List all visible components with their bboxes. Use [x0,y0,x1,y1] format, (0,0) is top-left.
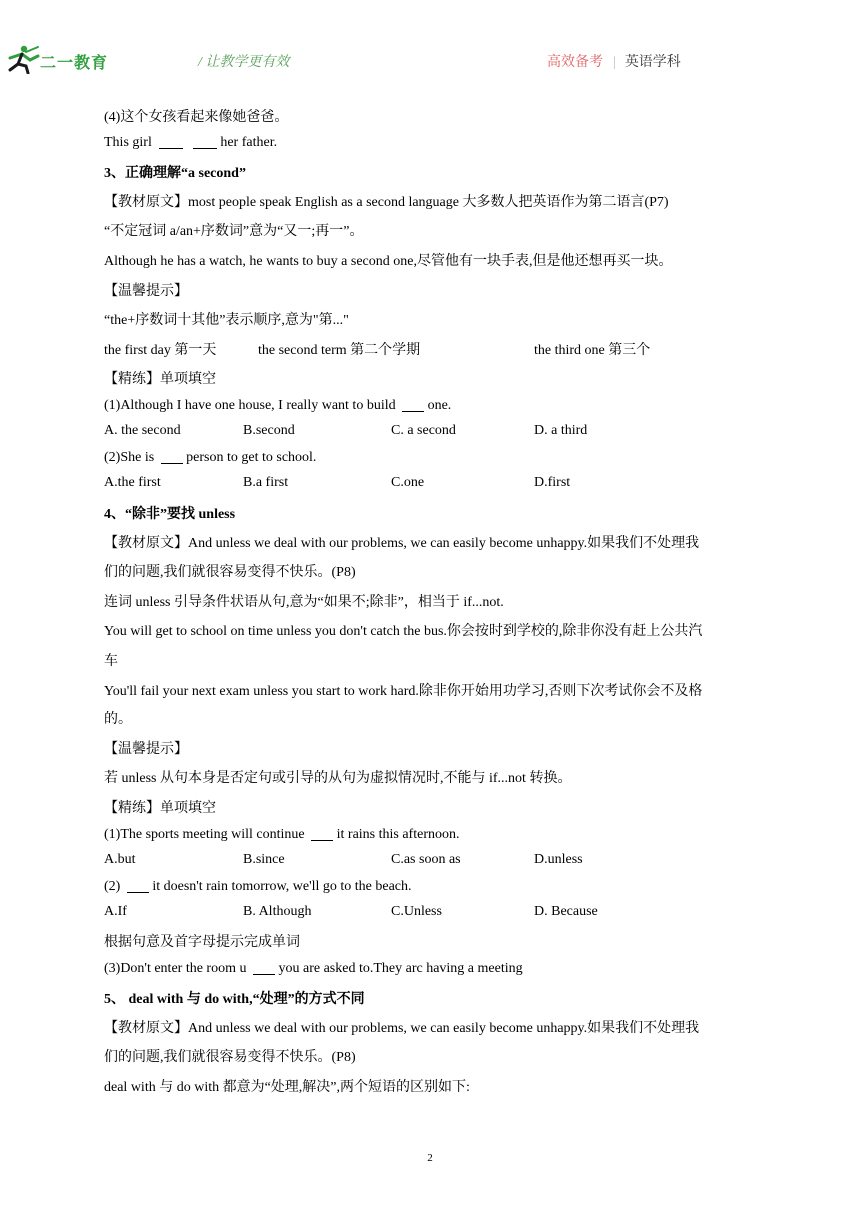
text-line: “the+序数词十其他”表示顺序,意为"第..." [104,313,349,328]
question [104,826,460,843]
text-line: deal with 与 do with 都意为“处理,解决”,两个短语的区别如下: [104,1080,470,1095]
section-heading: 3、正确理解“a second” [104,166,246,181]
option[interactable]: A.If [104,904,127,919]
option[interactable]: B.a first [243,475,289,490]
option[interactable]: C.as soon as [391,852,461,867]
question [104,397,451,414]
example-item: the second term 第二个学期 [258,343,421,358]
question [104,449,316,466]
practice-heading: 【精练】单项填空 [104,801,216,816]
question-text: (1)Although I have one house, I really want to build [104,398,396,413]
text-line: 【教材原文】And unless we deal with our problems, we can easily become unhappy.如果我们不处理我 [104,536,700,551]
text-line: 若 unless 从句本身是否定句或引导的从句为虚拟情况时,不能与 if...not 转换。 [104,771,572,786]
text-line: 车 [104,654,118,669]
options-row [104,904,764,924]
text-line: You'll fail your next exam unless you start to work hard.除非你开始用功学习,否则下次考试你会不及格 [104,684,703,699]
section-heading: 4、“除非”要找 unless [104,507,236,522]
answer-blank[interactable] [253,960,275,975]
text-line: 根据句意及首字母提示完成单词 [104,935,300,950]
question-text: it rains this afternoon. [336,827,460,842]
text-line: 们的问题,我们就很容易变得不快乐。(P8) [104,565,356,580]
question-text: you are asked to.They arc having a meeting [278,961,523,976]
section-heading: 5、 deal with 与 do with,“处理”的方式不同 [104,992,365,1007]
text-line: (4)这个女孩看起来像她爸爸。 [104,110,289,125]
answer-blank[interactable] [159,134,183,149]
question-text: person to get to school. [186,450,317,465]
logo-text: 二一教育 [40,53,109,72]
text-line: 们的问题,我们就很容易变得不快乐。(P8) [104,1050,356,1065]
header-tag-exam: 高效备考 [547,55,603,70]
example-item: the third one 第三个 [534,343,651,358]
option[interactable]: B. Although [243,904,312,919]
header-slogan: / 让教学更有效 [198,55,290,70]
options-row [104,852,764,872]
example-item: the first day 第一天 [104,343,217,358]
header-separator: | [613,55,616,70]
answer-blank[interactable] [193,134,217,149]
page-header [0,0,860,90]
question-text: one. [427,398,452,413]
option[interactable]: D. Because [534,904,598,919]
examples-row [104,339,764,359]
question [104,878,412,895]
option[interactable]: A. the second [104,423,181,438]
sentence-part: This girl [104,135,152,150]
text-line: 【教材原文】And unless we deal with our problems, we can easily become unhappy.如果我们不处理我 [104,1021,700,1036]
tip-heading: 【温馨提示】 [104,742,188,757]
option[interactable]: B.since [243,852,285,867]
practice-heading: 【精练】单项填空 [104,372,216,387]
option[interactable]: D.first [534,475,571,490]
text-line: 【教材原文】most people speak English as a second language 大多数人把英语作为第二语言(P7) [104,195,669,210]
text-line: “不定冠词 a/an+序数词”意为“又一;再一”。 [104,224,364,239]
question-text: (3)Don't enter the room u [104,961,247,976]
text-line: You will get to school on time unless you don't catch the bus.你会按时到学校的,除非你没有赶上公共汽 [104,624,703,639]
option[interactable]: A.but [104,852,136,867]
option[interactable]: C.Unless [391,904,442,919]
answer-blank[interactable] [311,826,333,841]
tip-heading: 【温馨提示】 [104,284,188,299]
options-row [104,475,764,495]
option[interactable]: D. a third [534,423,588,438]
sentence-part: her father. [220,135,278,150]
answer-blank[interactable] [127,878,149,893]
header-tags [547,51,681,71]
option[interactable]: C. a second [391,423,456,438]
answer-blank[interactable] [161,449,183,464]
question-text: (2)She is [104,450,155,465]
option[interactable]: D.unless [534,852,583,867]
text-line: 连词 unless 引导条件状语从句,意为“如果不;除非”，相当于 if...not. [104,595,504,610]
exercise-sentence [104,134,277,151]
option[interactable]: C.one [391,475,425,490]
options-row [104,423,764,443]
option[interactable]: B.second [243,423,295,438]
option[interactable]: A.the first [104,475,161,490]
question-text: it doesn't rain tomorrow, we'll go to the beach. [152,879,412,894]
text-line: Although he has a watch, he wants to buy a second one,尽管他有一块手表,但是他还想再买一块。 [104,254,673,269]
question-text: (2) [104,879,121,894]
answer-blank[interactable] [402,397,424,412]
page-number: 2 [427,1152,433,1164]
header-tag-subject: 英语学科 [624,55,681,70]
question [104,960,523,977]
question-text: (1)The sports meeting will continue [104,827,305,842]
text-line: 的。 [104,712,132,727]
